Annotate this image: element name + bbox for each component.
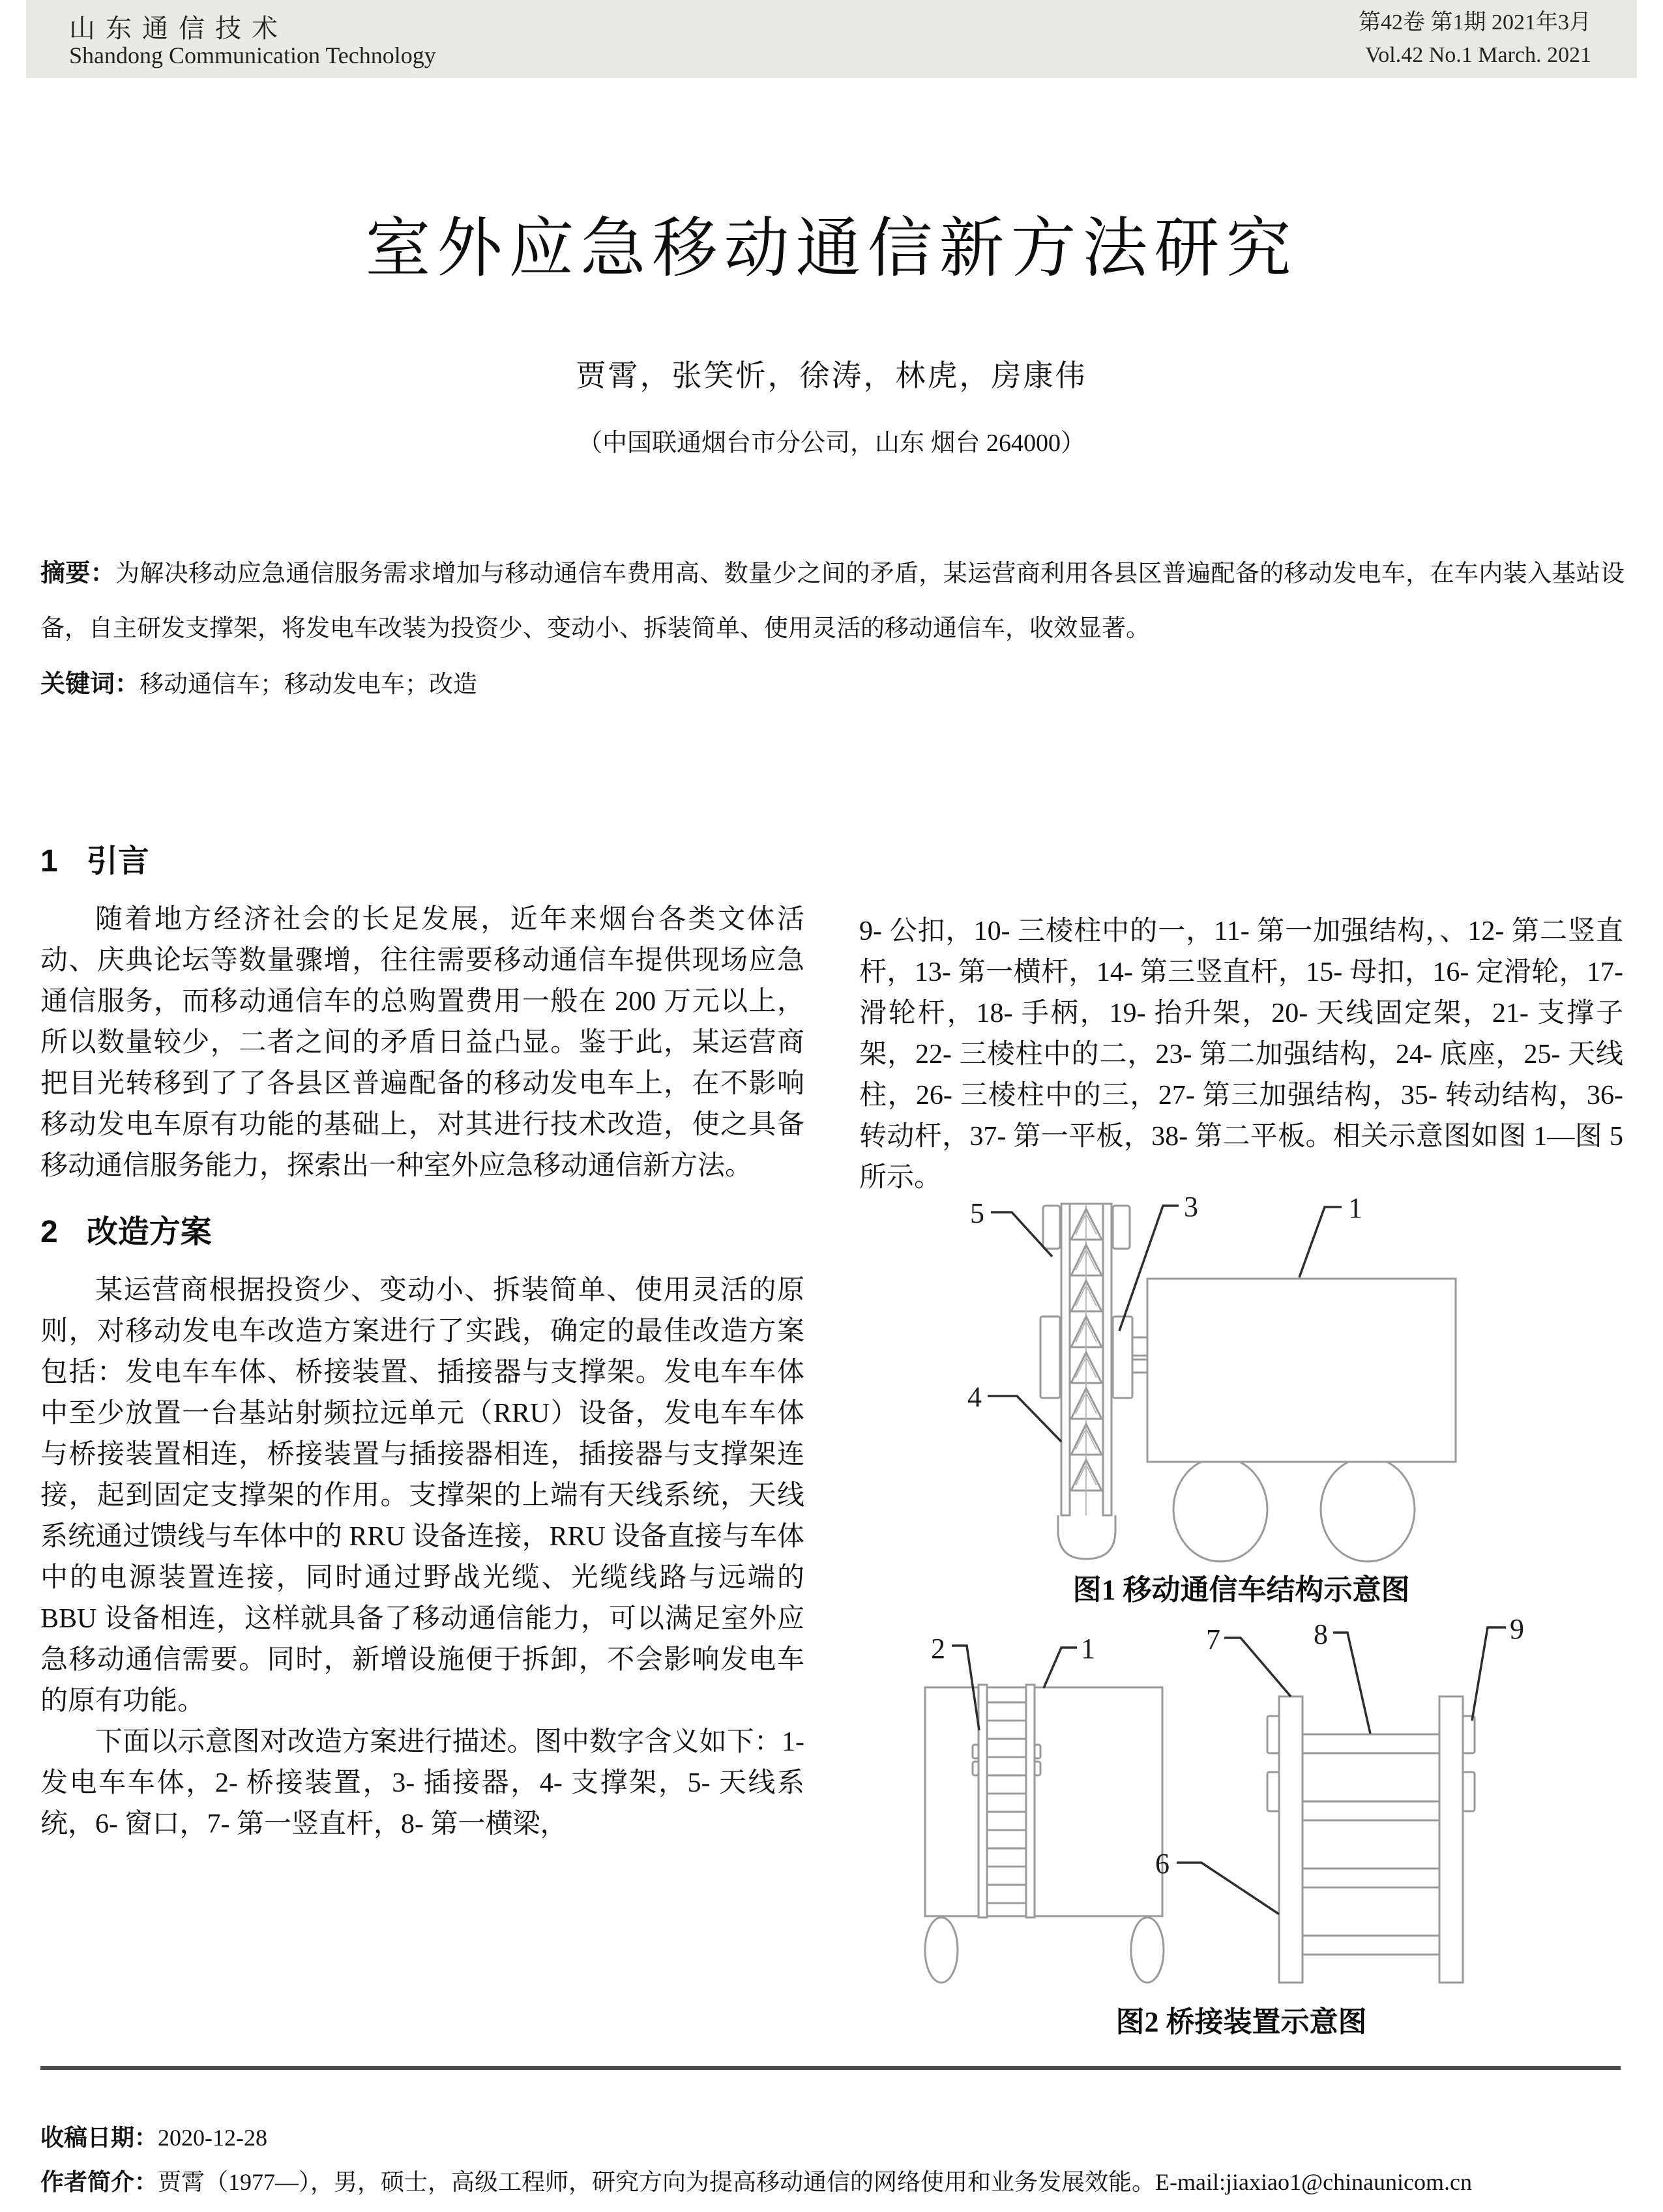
keywords-label: 关键词：: [40, 671, 140, 698]
fig1-label-3: 3: [1184, 1191, 1198, 1223]
section-title-1: 引言: [86, 844, 149, 879]
figure1-vehicle-structure-diagram: [859, 1186, 1623, 1564]
fig1-label-5: 5: [970, 1197, 984, 1229]
received-date-label: 收稿日期：: [40, 2124, 158, 2151]
keywords-line: [40, 657, 1625, 712]
figure2-bridging-device-diagram: [859, 1610, 1623, 1991]
figure2-caption: 图2 桥接装置示意图: [1115, 2006, 1367, 2038]
footer-divider: [40, 2066, 1621, 2070]
section-title-2: 改造方案: [86, 1215, 212, 1249]
fig2-label-8: 8: [1314, 1618, 1328, 1650]
section2-paragraph-1: 某运营商根据投资少、变动小、拆装简单、使用灵活的原则，对移动发电车改造方案进行了实践，确定的最佳改造方案包括：发电车车体、桥接装置、插接器与支撑架。发电车车体中至少放置一台基站射频拉远单元（RRU）设备，发电车车体与桥接装置相连，桥接装置与插接器相连，插接器与支撑架连接，起到固定支撑架的作用。支撑架的上端有天线系统，天线系统通过馈线与车体中的 RRU 设备连接，RRU 设备直接与车体中的电源装置连接，同时通过野战光缆、光缆线路与远端的 BBU 设备相连，这样就具备了移动通信能力，可以满足室外应急移动通信需要。同时，新增设施便于拆卸，不会影响发电车的原有功能。: [40, 1275, 804, 1716]
fig1-label-1: 1: [1348, 1192, 1362, 1224]
section2-paragraph-2: 下面以示意图对改造方案进行描述。图中数字含义如下：1- 发电车车体，2- 桥接装置，3- 插接器，4- 支撑架，5- 天线系统，6- 窗口，7- 第一竖直杆，8- 第一横梁，: [40, 1727, 804, 1839]
fig2-label-1: 1: [1081, 1633, 1095, 1665]
figure1-caption: 图1 移动通信车结构示意图: [1072, 1574, 1410, 1606]
author-affiliation: （中国联通烟台市分公司，山东 烟台 264000）: [577, 429, 1085, 457]
section2-paragraph-3: 9- 公扣，10- 三棱柱中的一，11- 第一加强结构，、12- 第二竖直杆，13- 第一横杆，14- 第三竖直杆，15- 母扣，16- 定滑轮，17- 滑轮杆，18- 手柄，19- 抬升架，20- 天线固定架，21- 支撑子架，22- 三棱柱中的二，23- 第二加强结构，24- 底座，25- 天线柱，26- 三棱柱中的三，27- 第三加强结构，35- 转动结构，36- 转动杆，37- 第一平板，38- 第二平板。相关示意图如图 1—图 5 所示。: [859, 916, 1623, 1193]
received-date-value: 2020-12-28: [158, 2125, 267, 2151]
abstract-label: 摘要：: [40, 560, 116, 587]
fig1-label-4: 4: [967, 1381, 982, 1413]
author-bio-label: 作者简介：: [40, 2168, 158, 2195]
author-list: 贾霄，张笑忻，徐涛，林虎，房康伟: [576, 359, 1087, 392]
section-number-1: 1: [40, 844, 58, 879]
journal-header-bar: [26, 0, 1637, 78]
issue-info-cn: 第42卷 第1期 2021年3月: [1359, 10, 1591, 35]
section-heading-2: [40, 1213, 804, 1252]
issue-info-en: Vol.42 No.1 March. 2021: [1365, 43, 1591, 67]
received-date-line: [40, 2119, 267, 2153]
fig2-label-7: 7: [1206, 1623, 1220, 1655]
author-bio-text: 贾霄（1977—），男，硕士，高级工程师，研究方向为提高移动通信的网络使用和业务发展效能。E-mail:jiaxiao1@chinaunicom.cn: [158, 2169, 1473, 2195]
article-title: 室外应急移动通信新方法研究: [365, 212, 1298, 285]
issue-info: [1359, 7, 1591, 72]
section1-paragraph: 随着地方经济社会的长足发展，近年来烟台各类文体活动、庆典论坛等数量骤增，往往需要移动通信车提供现场应急通信服务，而移动通信车的总购置费用一般在 200 万元以上，所以数量较少，二者之间的矛盾日益凸显。鉴于此，某运营商把目光转移到了了各县区普遍配备的移动发电车上，在不影响移动发电车原有功能的基础上，对其进行技术改造，使之具备移动通信服务能力，探索出一种室外应急移动通信新方法。: [40, 905, 804, 1181]
section-heading-1: [40, 842, 804, 881]
fig2-label-9: 9: [1510, 1613, 1524, 1645]
journal-name-cn: 山东通信技术: [69, 14, 288, 43]
author-bio-line: [40, 2165, 1631, 2199]
right-column: [859, 911, 1623, 1199]
fig2-label-2: 2: [931, 1633, 945, 1665]
left-column: [40, 842, 804, 1845]
keywords-text: 移动通信车；移动发电车；改造: [140, 671, 478, 698]
fig2-label-6: 6: [1155, 1848, 1170, 1880]
abstract-text: 为解决移动应急通信服务需求增加与移动通信车费用高、数量少之间的矛盾，某运营商利用各县区普遍配备的移动发电车，在车内装入基站设备，自主研发支撑架，将发电车改装为投资少、变动小、拆装简单、使用灵活的移动通信车，收效显著。: [40, 560, 1625, 642]
section-number-2: 2: [40, 1215, 58, 1249]
journal-name-en: Shandong Communication Technology: [69, 42, 436, 68]
abstract-paragraph: [40, 546, 1625, 656]
